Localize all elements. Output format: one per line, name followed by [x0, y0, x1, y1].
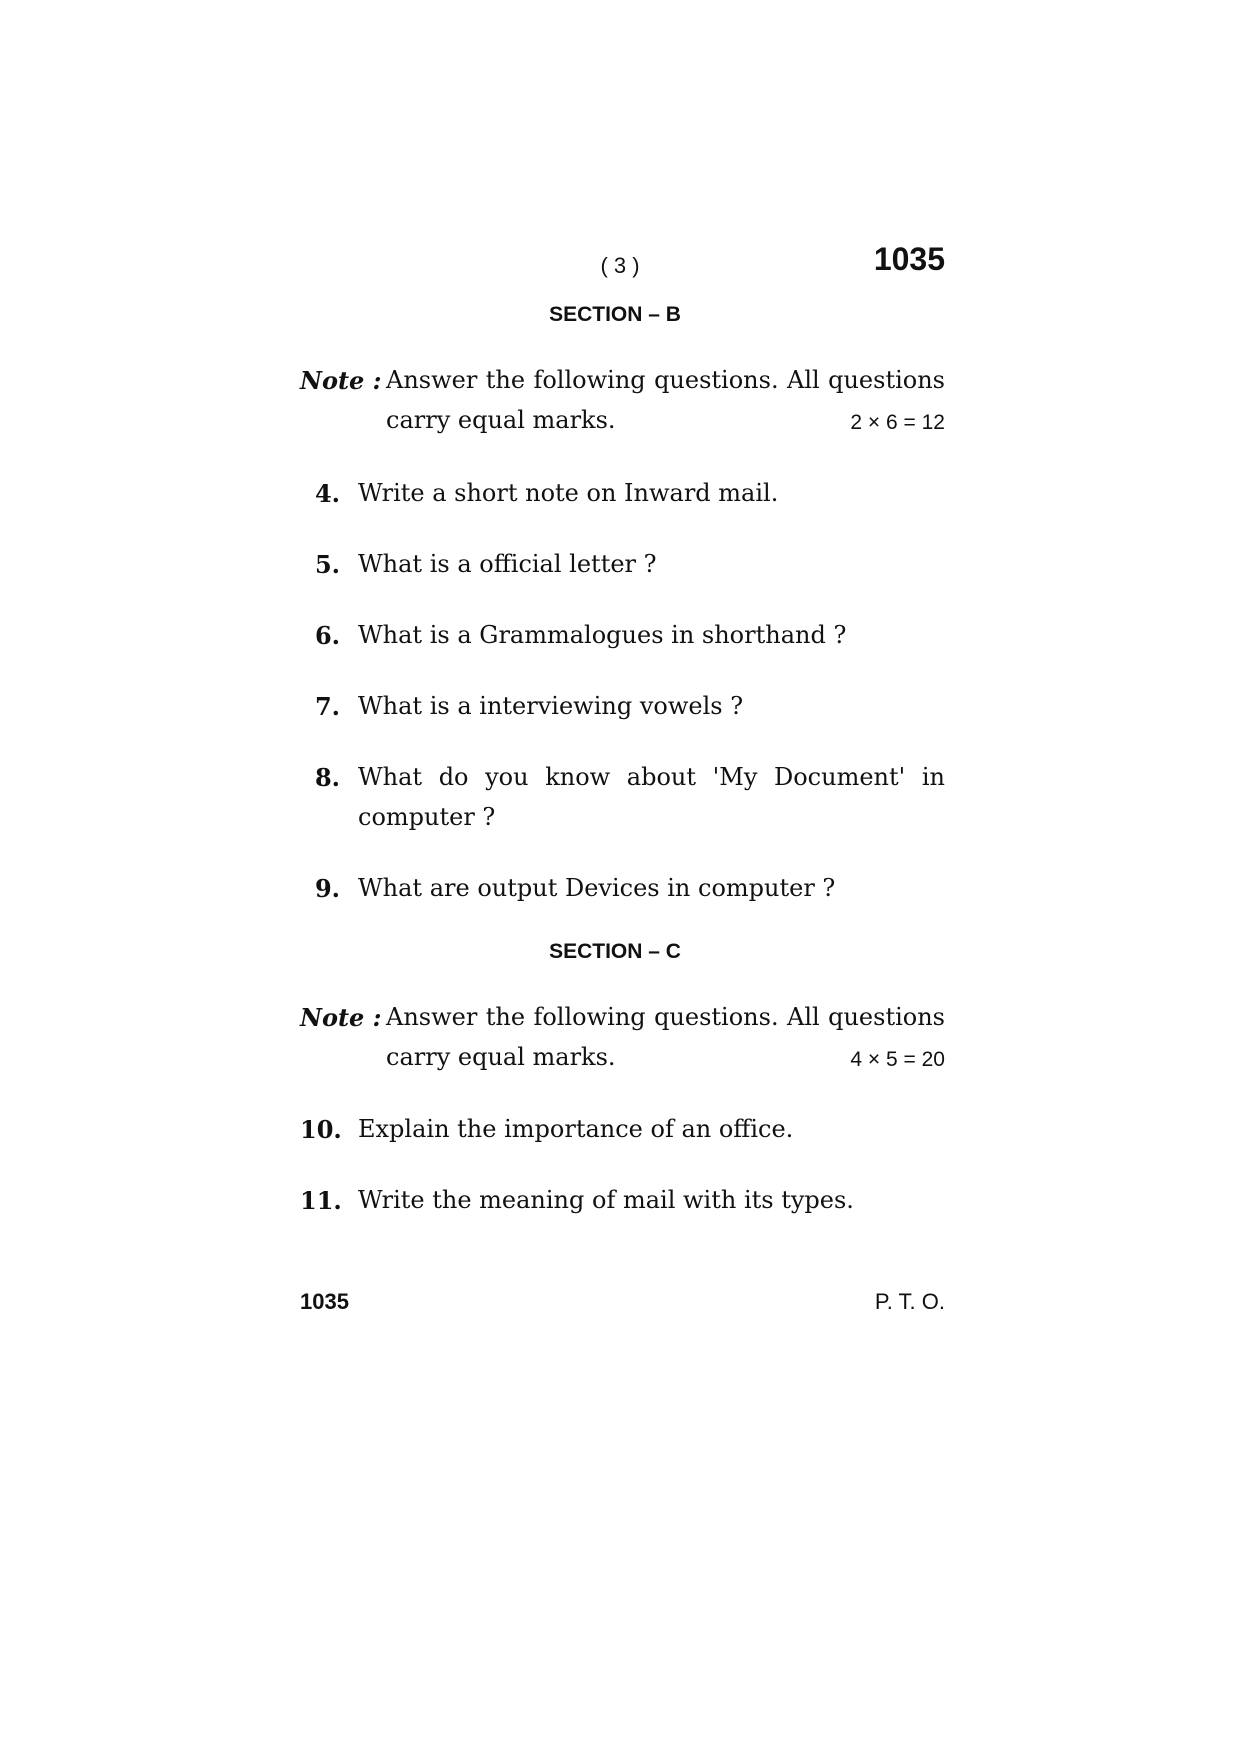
paper-code-header: 1035 — [873, 241, 945, 277]
question-number: 6. — [314, 621, 340, 650]
question-number: 4. — [314, 479, 340, 508]
question-number: 10. — [300, 1115, 342, 1144]
question-number: 9. — [314, 874, 340, 903]
question-number: 5. — [314, 550, 340, 579]
section-b-marks: 2 × 6 = 12 — [850, 411, 945, 434]
question-text: What is a official letter ? — [358, 550, 657, 578]
question-text: What are output Devices in computer ? — [358, 874, 836, 902]
section-b-note-line2: carry equal marks. — [386, 406, 616, 434]
section-c-marks: 4 × 5 = 20 — [850, 1048, 945, 1071]
section-b-title: SECTION – B — [549, 303, 681, 326]
section-c-note-label: Note : — [300, 1003, 382, 1032]
question-text: Write a short note on Inward mail. — [358, 479, 779, 507]
question-text: What is a Grammalogues in shorthand ? — [358, 621, 847, 649]
section-c-title: SECTION – C — [549, 940, 681, 963]
section-c-note-line1: Answer the following questions. All questions — [386, 1003, 945, 1031]
question-text: Explain the importance of an office. — [358, 1115, 794, 1143]
question-number: 7. — [314, 692, 340, 721]
section-b-note-line1: Answer the following questions. All questions — [386, 366, 945, 394]
pto-label: P. T. O. — [874, 1289, 945, 1314]
page-number: ( 3 ) — [600, 253, 640, 278]
question-text: What is a interviewing vowels ? — [358, 692, 744, 720]
question-number: 8. — [314, 763, 340, 792]
section-c-note-line2: carry equal marks. — [386, 1043, 616, 1071]
question-number: 11. — [300, 1186, 342, 1215]
question-text-line2: computer ? — [358, 803, 496, 831]
section-b-note-label: Note : — [300, 366, 382, 395]
question-text: Write the meaning of mail with its types. — [358, 1186, 854, 1214]
paper-code-footer: 1035 — [300, 1289, 349, 1314]
question-text-line1: What do you know about 'My Document' in — [358, 763, 945, 791]
